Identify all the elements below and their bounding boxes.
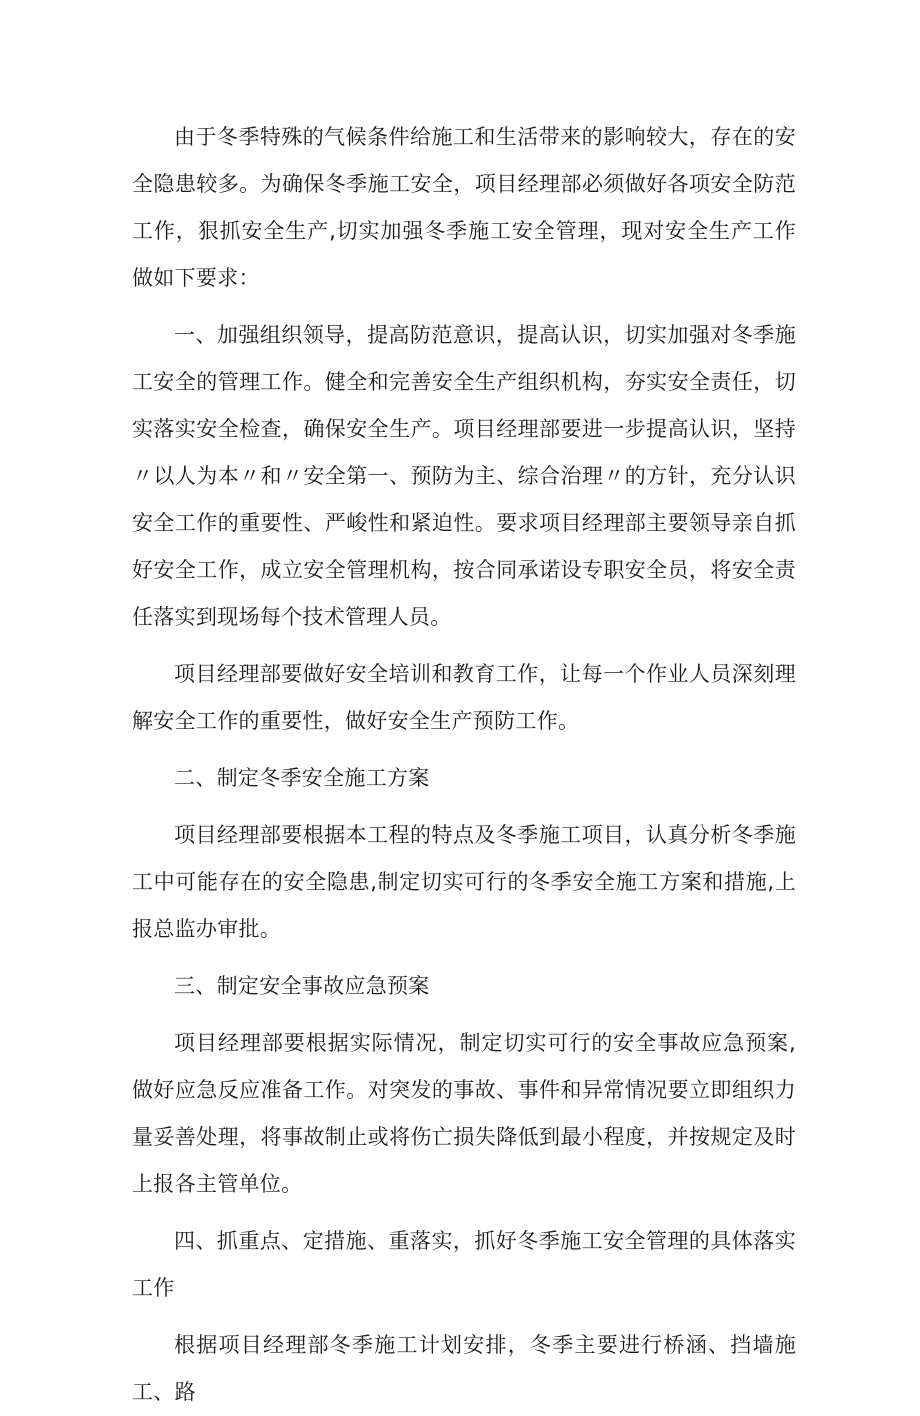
paragraph-section-4: 根据项目经理部冬季施工计划安排，冬季主要进行桥涵、挡墙施工、路 [132,1333,796,1404]
heading-section-3: 三、制定安全事故应急预案 [174,974,430,998]
paragraph-section-1: 一、加强组织领导，提高防范意识，提高认识，切实加强对冬季施工安全的管理工作。健全和完善安全生产组织机构，夯实安全责任，切实落实安全检查，确保安全生产。项目经理部要进一步提高认识，坚持〃以人为本〃和〃安全第一、预防为主、综合治理〃的方针，充分认识安全工作的重要性、严峻性和紧迫性。要求项目经理部主要领导亲自抓好安全工作，成立安全管理机构，按合同承诺设专职安全员，将安全责任落实到现场每个技术管理人员。 [132,323,796,629]
document-body [132,114,796,1416]
heading-section-4: 四、抓重点、定措施、重落实，抓好冬季施工安全管理的具体落实工作 [132,1229,796,1300]
paragraph-intro: 由于冬季特殊的气候条件给施工和生活带来的影响较大，存在的安全隐患较多。为确保冬季施工安全，项目经理部必须做好各项安全防范工作，狠抓安全生产,切实加强冬季施工安全管理，现对安全生产工作做如下要求： [132,125,796,290]
paragraph-section-3: 项目经理部要根据实际情况，制定切实可行的安全事故应急预案,做好应急反应准备工作。对突发的事故、事件和异常情况要立即组织力量妥善处理，将事故制止或将伤亡损失降低到最小程度，并按规定及时上报各主管单位。 [132,1031,796,1196]
heading-section-2: 二、制定冬季安全施工方案 [174,766,430,790]
paragraph-section-2: 项目经理部要根据本工程的特点及冬季施工项目，认真分析冬季施工中可能存在的安全隐患,制定切实可行的冬季安全施工方案和措施,上报总监办审批。 [132,823,796,941]
paragraph-training: 项目经理部要做好安全培训和教育工作，让每一个作业人员深刻理解安全工作的重要性，做好安全生产预防工作。 [132,662,796,733]
